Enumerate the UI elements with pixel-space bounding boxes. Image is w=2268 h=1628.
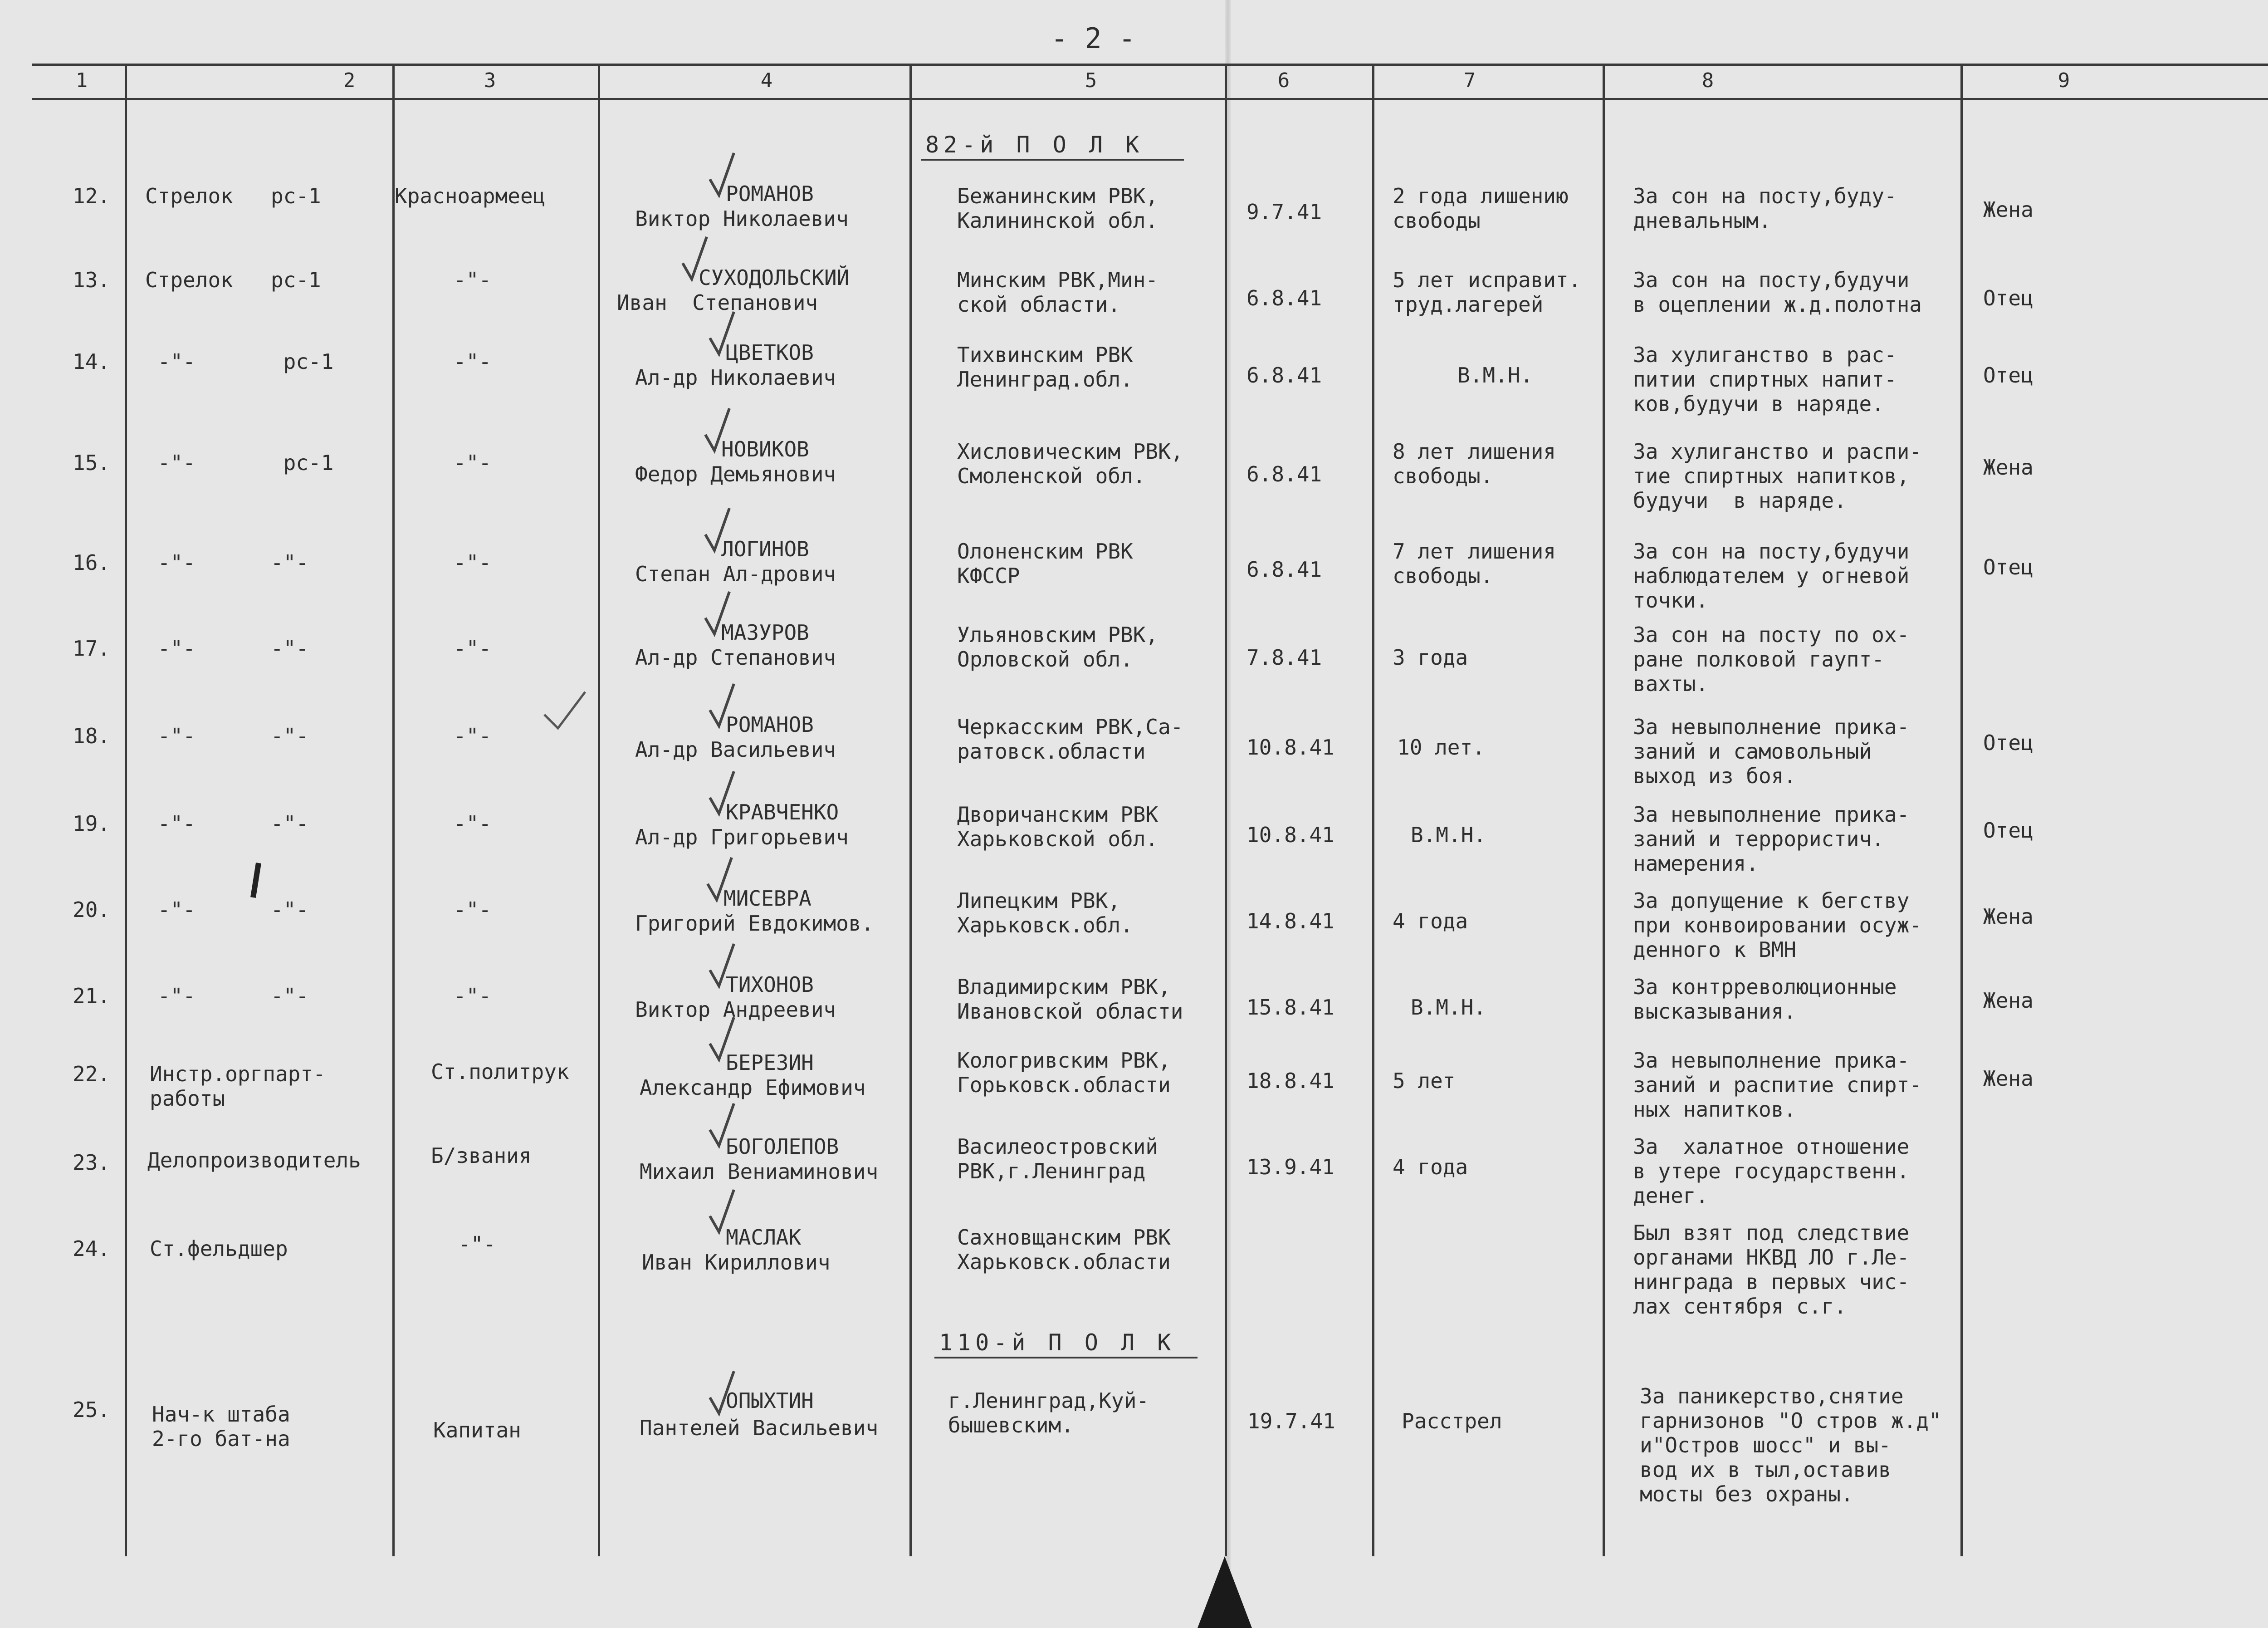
column-number-6: 6 xyxy=(1277,69,1290,92)
relative: Жена xyxy=(1983,197,2033,222)
sentence: 8 лет лишения свободы. xyxy=(1393,439,1556,488)
surname: ТИХОНОВ xyxy=(726,972,814,997)
rank: Красноармеец xyxy=(395,184,546,208)
draft-office: Василеостровский РВК,г.Ленинград xyxy=(957,1134,1158,1183)
position: Стрелок рс-1 xyxy=(145,268,321,292)
table-header-rule xyxy=(32,98,2268,100)
surname: ЦВЕТКОВ xyxy=(726,340,814,365)
position: -"- -"- xyxy=(145,636,309,661)
sentence: Расстрел xyxy=(1402,1409,1502,1433)
regiment-heading-110: 110-й П О Л К xyxy=(939,1329,1176,1356)
given-names: Михаил Вениаминович xyxy=(640,1159,879,1184)
position: -"- рс-1 xyxy=(145,451,334,475)
draft-office: г.Ленинград,Куй- бышевским. xyxy=(948,1388,1149,1437)
position: Нач-к штаба 2-го бат-на xyxy=(152,1402,290,1451)
reason: За халатное отношение в утере государственн. денег. xyxy=(1633,1134,1910,1208)
surname: ЛОГИНОВ xyxy=(721,537,809,561)
surname: КРАВЧЕНКО xyxy=(726,800,839,824)
reason: За контрреволюционные высказывания. xyxy=(1633,975,1897,1024)
row-number: 14. xyxy=(73,349,111,374)
relative: Отец xyxy=(1983,555,2033,579)
relative: Жена xyxy=(1983,904,2033,929)
draft-office: Тихвинским РВК Ленинград.обл. xyxy=(957,343,1133,392)
sentence: 4 года xyxy=(1393,909,1468,933)
pen-stroke-mark xyxy=(249,862,263,898)
position: -"- -"- xyxy=(145,984,309,1008)
given-names: Иван Кириллович xyxy=(642,1250,831,1275)
given-names: Степан Ал-дрович xyxy=(635,562,836,586)
position: -"- -"- xyxy=(145,897,309,922)
draft-office: Кологривским РВК, Горьковск.области xyxy=(957,1048,1171,1097)
surname: БОГОЛЕПОВ xyxy=(726,1134,839,1159)
rank: -"- xyxy=(454,984,492,1008)
row-number: 13. xyxy=(73,268,111,292)
row-number: 15. xyxy=(73,451,111,475)
sentence: 3 года xyxy=(1393,645,1468,670)
row-number: 20. xyxy=(73,897,111,922)
given-names: Ал-др Степанович xyxy=(635,645,836,670)
pen-check-mark xyxy=(542,690,587,735)
position: Стрелок рс-1 xyxy=(145,184,321,208)
date: 14.8.41 xyxy=(1246,909,1334,933)
surname: МАСЛАК xyxy=(726,1225,802,1250)
date: 18.8.41 xyxy=(1246,1069,1334,1093)
sentence: 10 лет. xyxy=(1397,735,1485,760)
column-divider xyxy=(392,64,395,1556)
column-number-7: 7 xyxy=(1463,69,1476,92)
surname: НОВИКОВ xyxy=(721,437,809,461)
given-names: Федор Демьянович xyxy=(635,462,836,486)
row-number: 22. xyxy=(73,1062,111,1086)
sentence: 5 лет исправит. труд.лагерей xyxy=(1393,268,1581,317)
position: -"- -"- xyxy=(145,724,309,748)
reason: За сон на посту,будучи в оцеплении ж.д.полотна xyxy=(1633,268,1922,317)
surname: СУХОДОЛЬСКИЙ xyxy=(699,265,850,290)
surname: МАЗУРОВ xyxy=(721,620,809,645)
reason: За невыполнение прика- заний и самовольный выход из боя. xyxy=(1633,715,1910,788)
given-names: Ал-др Григорьевич xyxy=(635,825,849,849)
date: 10.8.41 xyxy=(1246,735,1334,760)
date: 6.8.41 xyxy=(1246,462,1322,486)
regiment-heading-82: 82-й П О Л К xyxy=(925,132,1144,158)
position: Делопроизводитель xyxy=(147,1148,361,1172)
relative: Отец xyxy=(1983,363,2033,387)
surname: БЕРЕЗИН xyxy=(726,1050,814,1075)
date: 6.8.41 xyxy=(1246,286,1322,310)
position: Инстр.оргпарт- работы xyxy=(150,1062,326,1111)
regiment-underline xyxy=(934,1357,1198,1358)
rank: -"- xyxy=(454,349,492,374)
sentence: В.М.Н. xyxy=(1411,995,1486,1020)
draft-office: Минским РВК,Мин- ской области. xyxy=(957,268,1158,317)
column-divider xyxy=(909,64,912,1556)
rank: -"- xyxy=(454,451,492,475)
reason: За хулиганство в рас- питии спиртных напит- ков,будучи в наряде. xyxy=(1633,343,1897,416)
relative: Жена xyxy=(1983,988,2033,1013)
column-divider xyxy=(125,64,127,1556)
rank: Б/звания xyxy=(431,1143,532,1168)
surname: РОМАНОВ xyxy=(726,712,814,737)
reason: За невыполнение прика- заний и террористич. намерения. xyxy=(1633,802,1910,876)
column-divider xyxy=(1603,64,1605,1556)
rank: -"- xyxy=(454,636,492,661)
date: 6.8.41 xyxy=(1246,363,1322,387)
row-number: 16. xyxy=(73,550,111,575)
given-names: Григорий Евдокимов. xyxy=(635,911,874,936)
reason: За сон на посту по ох- ране полковой гаупт- вахты. xyxy=(1633,623,1910,696)
position: Ст.фельдшер xyxy=(150,1236,288,1261)
row-number: 12. xyxy=(73,184,111,208)
date: 10.8.41 xyxy=(1246,823,1334,847)
column-divider xyxy=(1372,64,1374,1556)
relative: Жена xyxy=(1983,1066,2033,1091)
given-names: Ал-др Николаевич xyxy=(635,365,836,390)
date: 7.8.41 xyxy=(1246,645,1322,670)
sentence: 5 лет xyxy=(1393,1069,1456,1093)
date: 6.8.41 xyxy=(1246,557,1322,582)
sentence: 4 года xyxy=(1393,1155,1468,1179)
position: -"- -"- xyxy=(145,811,309,836)
column-number-8: 8 xyxy=(1701,69,1714,92)
draft-office: Липецким РВК, Харьковск.обл. xyxy=(957,888,1133,937)
row-number: 17. xyxy=(73,636,111,661)
sentence: 7 лет лишения свободы. xyxy=(1393,539,1556,588)
column-number-4: 4 xyxy=(760,69,773,92)
rank: -"- xyxy=(454,811,492,836)
column-divider xyxy=(1960,64,1963,1556)
rank: -"- xyxy=(458,1232,496,1256)
paper-tear xyxy=(1198,1556,1252,1628)
surname: ОПЫХТИН xyxy=(726,1388,814,1413)
sentence: В.М.Н. xyxy=(1411,823,1486,847)
rank: -"- xyxy=(454,550,492,575)
column-number-5: 5 xyxy=(1085,69,1097,92)
given-names: Александр Ефимович xyxy=(640,1075,866,1100)
reason: За сон на посту,будучи наблюдателем у огневой точки. xyxy=(1633,539,1910,613)
page-number: - 2 - xyxy=(1051,22,1136,55)
position: -"- рс-1 xyxy=(145,349,334,374)
given-names: Пантелей Васильевич xyxy=(640,1416,879,1440)
draft-office: Олоненским РВК КФССР xyxy=(957,539,1133,588)
draft-office: Бежанинским РВК, Калининской обл. xyxy=(957,184,1158,233)
row-number: 25. xyxy=(73,1398,111,1422)
row-number: 21. xyxy=(73,984,111,1008)
date: 9.7.41 xyxy=(1246,200,1322,224)
column-divider xyxy=(1225,64,1227,1556)
row-number: 19. xyxy=(73,811,111,836)
given-names: Ал-др Васильевич xyxy=(635,737,836,762)
draft-office: Ульяновским РВК, Орловской обл. xyxy=(957,623,1158,672)
relative: Отец xyxy=(1983,818,2033,843)
reason: За хулиганство и распи- тие спиртных напитков, будучи в наряде. xyxy=(1633,439,1922,513)
row-number: 23. xyxy=(73,1150,111,1175)
column-number-2: 2 xyxy=(343,69,356,92)
reason: За невыполнение прика- заний и распитие спирт- ных напитков. xyxy=(1633,1048,1922,1122)
rank: Капитан xyxy=(433,1418,521,1442)
surname: МИСЕВРА xyxy=(723,886,811,911)
column-number-9: 9 xyxy=(2058,69,2070,92)
sentence: 2 года лишению свободы xyxy=(1393,184,1569,233)
draft-office: Владимирским РВК, Ивановской области xyxy=(957,975,1183,1024)
rank: -"- xyxy=(454,724,492,748)
surname: РОМАНОВ xyxy=(726,181,814,206)
table-top-rule xyxy=(32,64,2268,66)
date: 19.7.41 xyxy=(1247,1409,1335,1433)
position: -"- -"- xyxy=(145,550,309,575)
reason: За допущение к бегству при конвоировании осуж- денного к ВМН xyxy=(1633,888,1922,962)
given-names: Виктор Андреевич xyxy=(635,997,836,1022)
rank: Ст.политрук xyxy=(431,1059,569,1084)
rank: -"- xyxy=(454,897,492,922)
row-number: 18. xyxy=(73,724,111,748)
date: 13.9.41 xyxy=(1246,1155,1334,1179)
reason: За паникерство,снятие гарнизонов "О стров ж.д" и"Остров шосс" и вы- вод их в тыл,оставив мосты без охраны. xyxy=(1640,1384,1941,1506)
row-number: 24. xyxy=(73,1236,111,1261)
column-number-3: 3 xyxy=(484,69,496,92)
given-names: Виктор Николаевич xyxy=(635,206,849,231)
relative: Жена xyxy=(1983,455,2033,480)
given-names: Иван Степанович xyxy=(617,290,818,315)
column-number-1: 1 xyxy=(75,69,88,92)
draft-office: Сахновщанским РВК Харьковск.области xyxy=(957,1225,1171,1274)
draft-office: Черкасским РВК,Са- ратовск.области xyxy=(957,715,1183,764)
draft-office: Дворичанским РВК Харьковской обл. xyxy=(957,802,1158,851)
regiment-underline xyxy=(921,159,1184,161)
rank: -"- xyxy=(454,268,492,292)
relative: Отец xyxy=(1983,286,2033,310)
sentence: В.М.Н. xyxy=(1420,363,1533,387)
date: 15.8.41 xyxy=(1246,995,1334,1020)
draft-office: Хисловичеcким РВК, Смоленской обл. xyxy=(957,439,1183,488)
reason: За сон на посту,буду- дневальным. xyxy=(1633,184,1897,233)
reason: Был взят под следствие органами НКВД ЛО г.Ле- нинграда в первых чис- лах сентября с.г. xyxy=(1633,1221,1910,1319)
column-divider xyxy=(598,64,600,1556)
relative: Отец xyxy=(1983,731,2033,755)
